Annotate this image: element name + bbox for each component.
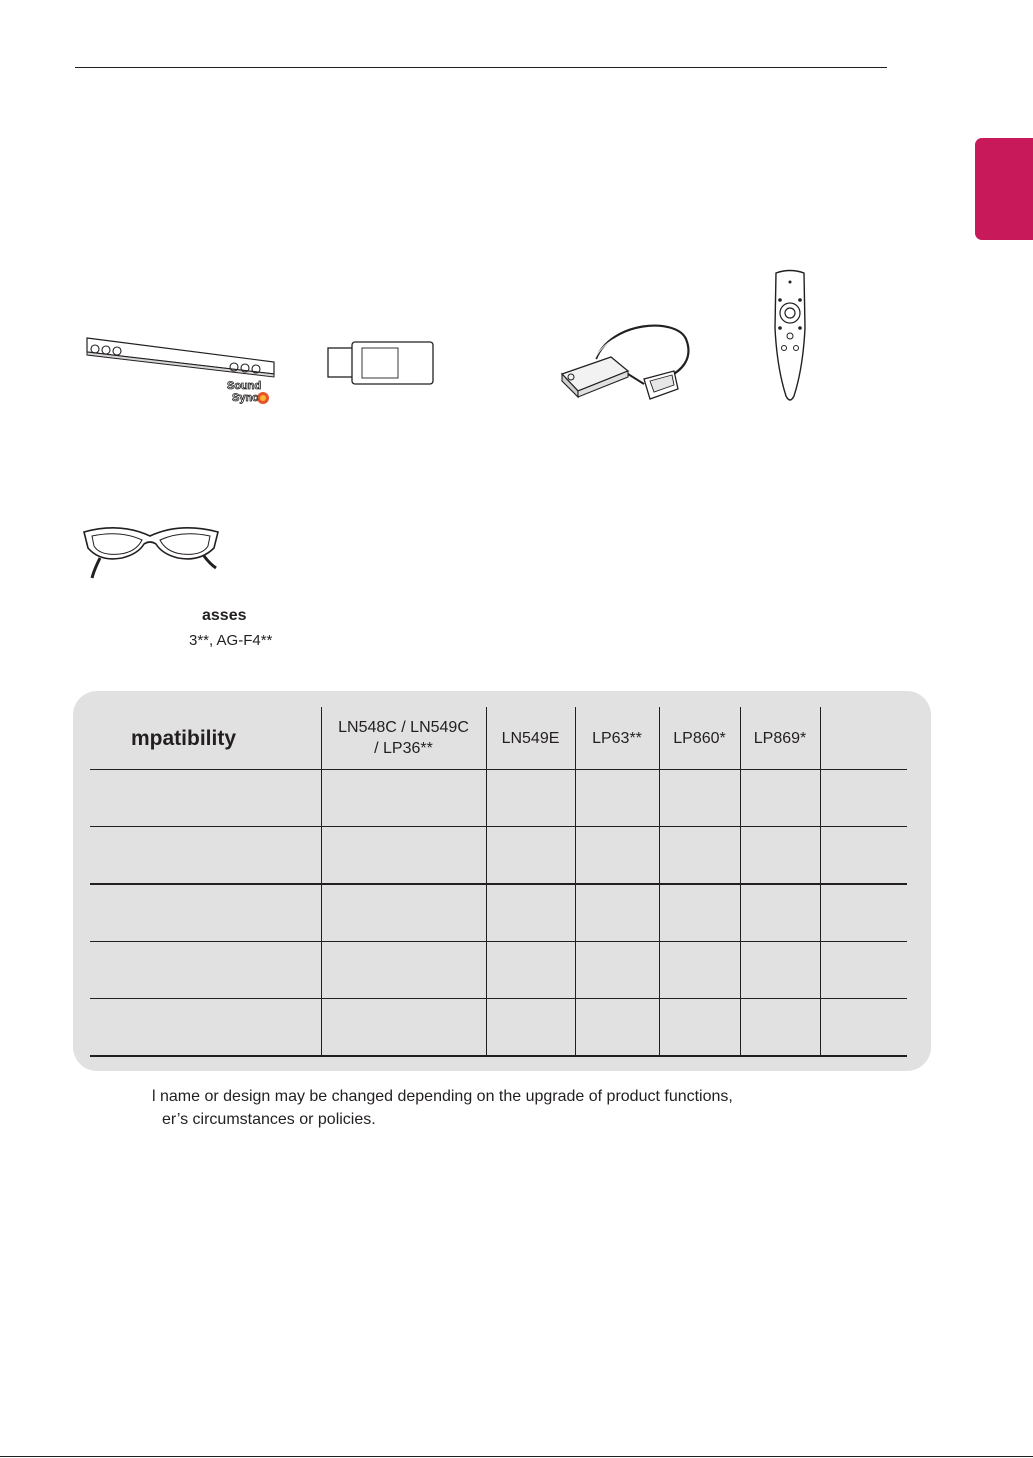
table-cell [740,942,820,999]
table-cell [486,827,575,885]
table-cell [575,999,659,1057]
table-cell [659,827,740,885]
glasses-image [80,518,222,583]
cable-adapter-image [556,319,696,409]
table-cell [820,770,907,827]
column-header: LP869* [740,707,820,770]
usb-dongle-image [326,340,436,386]
table-cell [659,942,740,999]
table-cell [659,999,740,1057]
table-cell [321,884,486,942]
column-header: LN548C / LN549C / LP36** [321,707,486,770]
table-cell [321,999,486,1057]
compatibility-table [90,707,907,1057]
language-tab [975,138,1033,240]
table-cell [321,827,486,885]
table-cell [740,770,820,827]
table-cell [90,770,321,827]
table-cell [486,770,575,827]
table-row [90,884,907,942]
table-cell [820,942,907,999]
table-cell [486,942,575,999]
sound-bar-image [82,334,277,409]
column-header: LP860* [659,707,740,770]
table-cell [575,827,659,885]
table-cell [90,999,321,1057]
header-rule [75,67,887,68]
table-cell [740,827,820,885]
table-cell [820,884,907,942]
table-cell [321,942,486,999]
table-cell [90,942,321,999]
glasses-title: asses [202,607,247,624]
magic-remote-image [770,268,810,404]
footnote [152,1085,733,1131]
footnote-line: l name or design may be changed depending on the upgrade of product functions, [152,1088,733,1105]
table-cell [486,999,575,1057]
table-row [90,770,907,827]
table-cell [575,884,659,942]
table-cell [90,884,321,942]
footnote-line: er’s circumstances or policies. [162,1111,376,1128]
table-row [90,999,907,1057]
table-cell [659,770,740,827]
table-cell [321,770,486,827]
table-cell [90,827,321,885]
table-cell [820,999,907,1057]
sound-sync-logo: Sound [227,380,262,392]
svg-text:Sync: Sync [232,392,259,404]
table-cell [740,884,820,942]
column-header: LN549E [486,707,575,770]
column-header [820,707,907,770]
compatibility-title: mpatibility [131,726,237,750]
column-header: LP63** [575,707,659,770]
footer-rule [0,1456,1033,1457]
table-cell [575,770,659,827]
table-cell [659,884,740,942]
table-cell [740,999,820,1057]
table-cell [575,942,659,999]
glasses-models: 3**, AG-F4** [189,632,273,649]
table-header-row [90,707,907,770]
table-row [90,827,907,885]
table-row [90,942,907,999]
table-cell [820,827,907,885]
table-cell [486,884,575,942]
